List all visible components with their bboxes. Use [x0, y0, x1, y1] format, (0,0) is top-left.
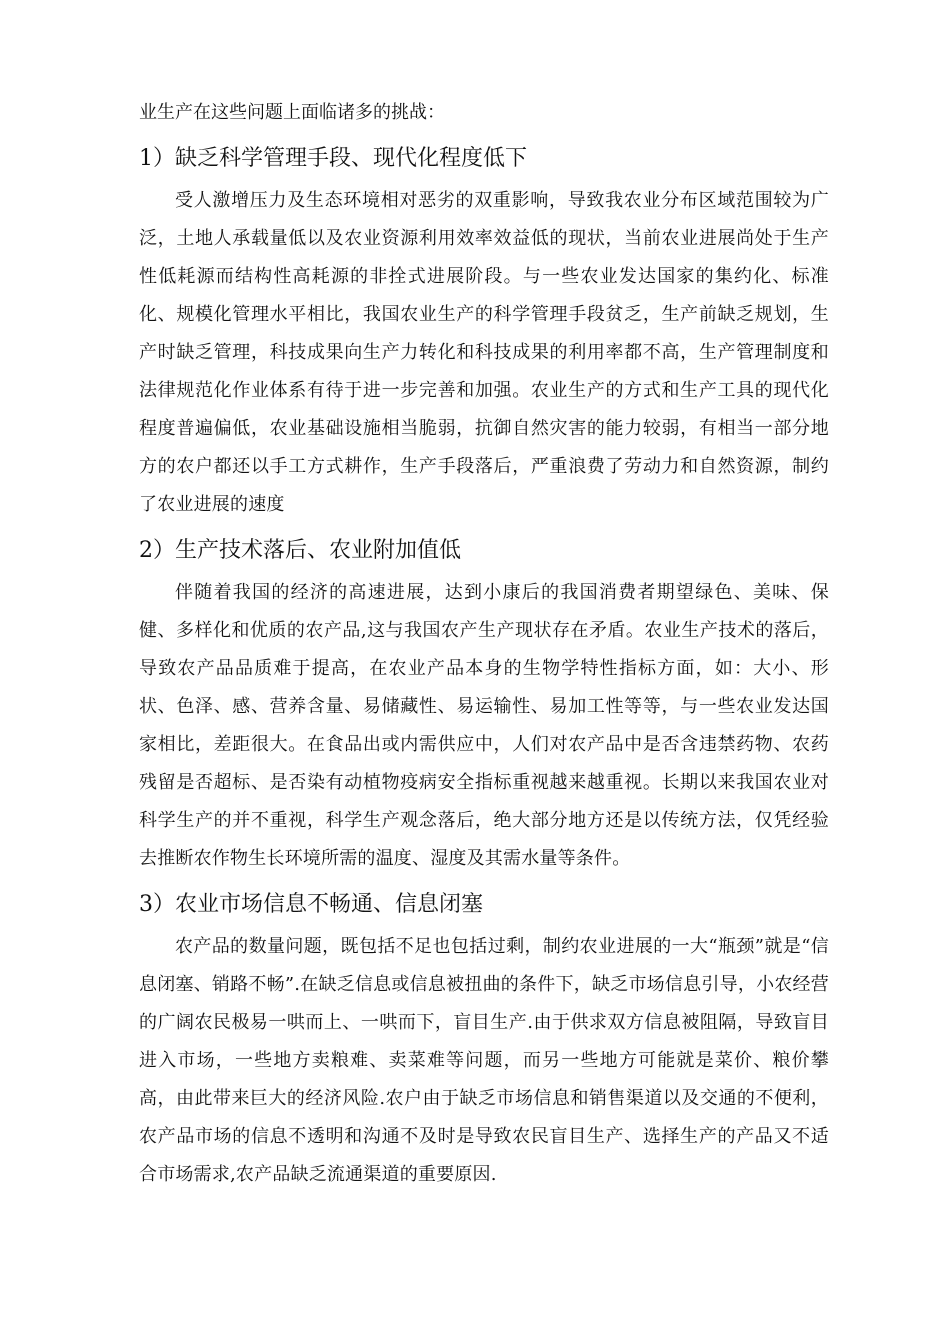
section-3-heading: 3）农业市场信息不畅通、信息闭塞: [139, 892, 483, 917]
section-2-paragraph: 伴随着我国的经济的高速进展，达到小康后的我国消费者期望绿色、美味、保健、多样化和优质的农产品,这与我国农产生产现状存在矛盾。农业生产技术的落后，导致农产品品质难于提高，在农业产品本身的生物学特性指标方面，如：大小、形状、色泽、感、营养含量、易储藏性、易运输性、易加工性等等，与一些农业发达国家相比，差距很大。在食品出或内需供应中，人们对农产品中是否含违禁药物、农药残留是否超标、是否染有动植物疫病安全指标重视越来越重视。长期以来我国农业对科学生产的并不重视，科学生产观念落后，绝大部分地方还是以传统方法，仅凭经验去推断农作物生长环境所需的温度、湿度及其需水量等条件。: [139, 582, 829, 869]
section-1-paragraph: 受人激增压力及生态环境相对恶劣的双重影响，导致我农业分布区域范围较为广泛，土地人承载量低以及农业资源利用效率效益低的现状，当前农业进展尚处于生产性低耗源而结构性高耗源的非拴式进展阶段。与一些农业发达国家的集约化、标准化、规模化管理水平相比，我国农业生产的科学管理手段贫乏，生产前缺乏规划，生产时缺乏管理，科技成果向生产力转化和科技成果的利用率都不高，生产管理制度和法律规范化作业体系有待于进一步完善和加强。农业生产的方式和生产工具的现代化程度普遍偏低，农业基础设施相当脆弱，抗御自然灾害的能力较弱，有相当一部分地方的农户都还以手工方式耕作，生产手段落后，严重浪费了劳动力和自然资源，制约了农业进展的速度: [139, 190, 829, 515]
section-2-heading: 2）生产技术落后、农业附加值低: [139, 538, 461, 563]
lead-line: 业生产在这些问题上面临诸多的挑战：: [139, 102, 445, 123]
document-body: [139, 94, 829, 1194]
section-1-heading: 1）缺乏科学管理手段、现代化程度低下: [139, 146, 527, 171]
section-3-paragraph: 农产品的数量问题，既包括不足也包括过剩，制约农业进展的一大“瓶颈”就是“信息闭塞、销路不畅”.在缺乏信息或信息被扭曲的条件下，缺乏市场信息引导，小农经营的广阔农民极易一哄而上、一哄而下，盲目生产.由于供求双方信息被阻隔，导致盲目进入市场，一些地方卖粮难、卖菜难等问题，而另一些地方可能就是菜价、粮价攀高，由此带来巨大的经济风险.农户由于缺乏市场信息和销售渠道以及交通的不便利，农产品市场的信息不透明和沟通不及时是导致农民盲目生产、选择生产的产品又不适合市场需求,农产品缺乏流通渠道的重要原因.: [139, 936, 829, 1185]
